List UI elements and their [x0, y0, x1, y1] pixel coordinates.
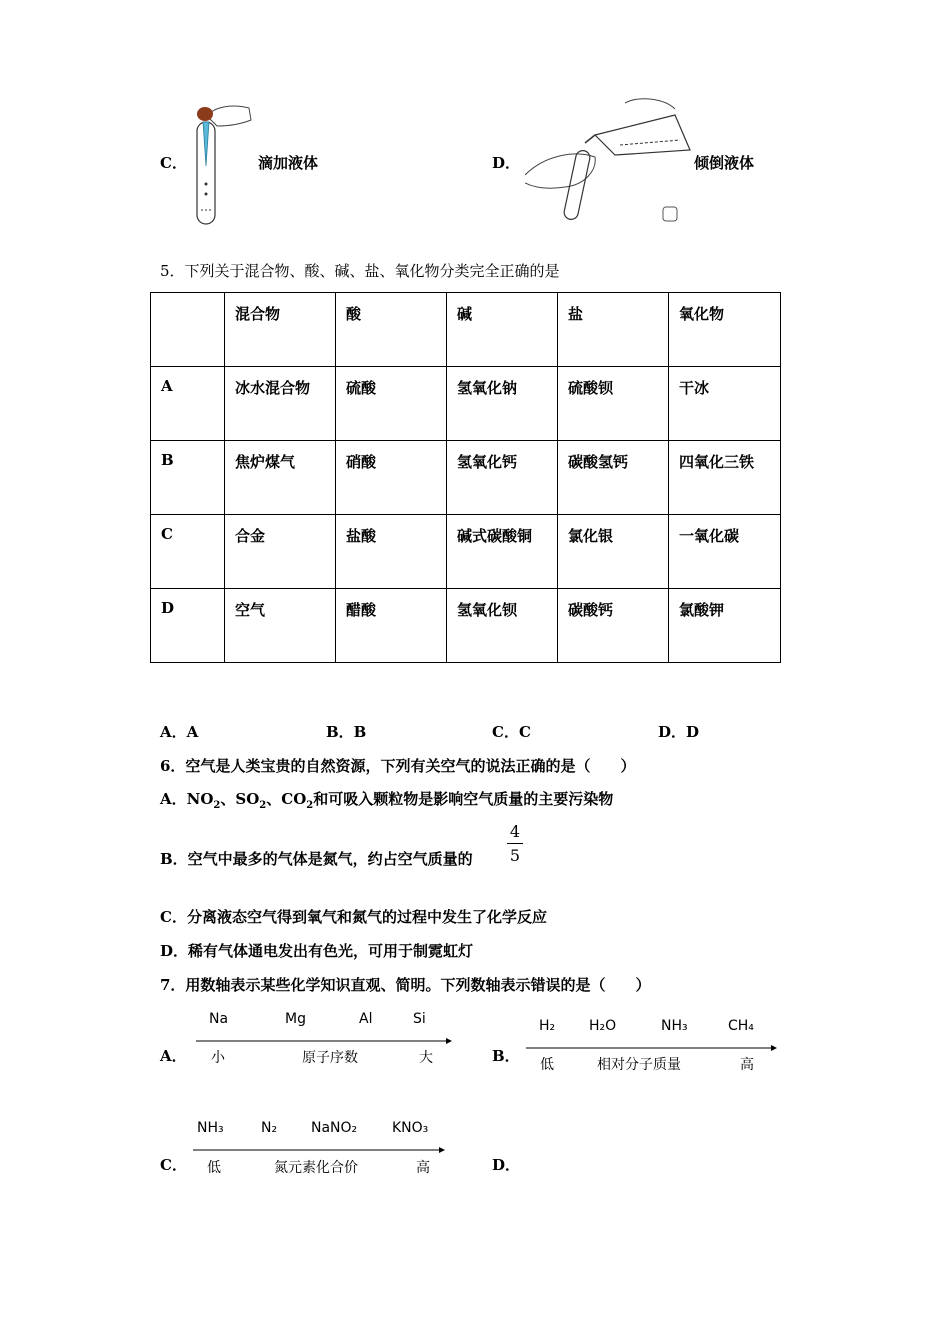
q7-option-d-letter: D．: [492, 1156, 521, 1174]
axis-c-low: 低: [207, 1160, 221, 1176]
table-cell: 氯化银: [558, 515, 669, 589]
table-cell: 干冰: [669, 367, 781, 441]
q4-option-d-letter: D．: [492, 154, 521, 172]
axis-a-low: 小: [211, 1050, 225, 1066]
axis-b-title: 相对分子质量: [597, 1057, 681, 1073]
axis-b-label-h2o: H₂O: [589, 1018, 617, 1034]
axis-c-title: 氮元素化合价: [274, 1160, 358, 1176]
subscript: 2: [259, 800, 267, 811]
q6-a-text-2: 、SO: [220, 790, 260, 808]
q4-option-c-text: 滴加液体: [258, 154, 319, 172]
q7-option-b-letter: B．: [492, 1047, 520, 1065]
table-cell: 盐酸: [336, 515, 447, 589]
table-cell: 一氧化碳: [669, 515, 781, 589]
table-cell: 碳酸钙: [558, 589, 669, 663]
q7-option-a-letter: A．: [160, 1047, 187, 1065]
table-cell: 硝酸: [336, 441, 447, 515]
table-cell: 氢氧化钡: [447, 589, 558, 663]
axis-a-title: 原子序数: [302, 1050, 358, 1066]
table-cell: 碱式碳酸铜: [447, 515, 558, 589]
q5-option-a: A．A: [160, 723, 199, 741]
table-cell: 合金: [225, 515, 336, 589]
axis-a-label-al: Al: [359, 1011, 373, 1027]
subscript: 2: [213, 800, 221, 811]
table-cell: 氯酸钾: [669, 589, 781, 663]
table-cell: 氢氧化钠: [447, 367, 558, 441]
q5-option-c: C．C: [492, 723, 531, 741]
q4-option-c-letter: C．: [160, 154, 187, 172]
table-cell: 冰水混合物: [225, 367, 336, 441]
table-cell: 焦炉煤气: [225, 441, 336, 515]
axis-b-high: 高: [740, 1057, 754, 1073]
axis-c-label-nano2: NaNO₂: [311, 1120, 358, 1136]
q5-option-b: B．B: [326, 723, 367, 741]
table-cell: D: [151, 589, 225, 663]
axis-b-label-ch4: CH₄: [728, 1018, 754, 1034]
table-header-cell: 混合物: [225, 293, 336, 367]
table-header-cell: 酸: [336, 293, 447, 367]
table-cell: 碳酸氢钙: [558, 441, 669, 515]
subscript: 2: [306, 800, 314, 811]
axis-b-low: 低: [540, 1057, 554, 1073]
q6-option-b: B．空气中最多的气体是氮气，约占空气质量的: [160, 850, 473, 868]
table-cell: C: [151, 515, 225, 589]
axis-a-label-si: Si: [413, 1011, 426, 1027]
axis-c-label-kno3: KNO₃: [392, 1120, 429, 1136]
fraction-numerator: 4: [509, 822, 521, 841]
table-cell: 硫酸钡: [558, 367, 669, 441]
table-header-cell: 碱: [447, 293, 558, 367]
axis-b-label-h2: H₂: [539, 1018, 556, 1034]
axis-c-high: 高: [416, 1160, 430, 1176]
axis-b-label-nh3: NH₃: [661, 1018, 688, 1034]
q5-stem: 5．下列关于混合物、酸、碱、盐、氧化物分类完全正确的是: [160, 262, 560, 280]
table-cell: A: [151, 367, 225, 441]
q6-stem: 6．空气是人类宝贵的自然资源，下列有关空气的说法正确的是（ ）: [160, 757, 636, 775]
table-header-cell: 盐: [558, 293, 669, 367]
axis-a-label-mg: Mg: [285, 1011, 306, 1027]
q6-option-c: C．分离液态空气得到氧气和氮气的过程中发生了化学反应: [160, 908, 547, 926]
q7-option-c-letter: C．: [160, 1156, 187, 1174]
axis-a-label-na: Na: [209, 1011, 229, 1027]
q6-option-d: D．稀有气体通电发出有色光，可用于制霓虹灯: [160, 942, 474, 960]
table-cell: 醋酸: [336, 589, 447, 663]
table-header-cell: 氧化物: [669, 293, 781, 367]
table-cell: B: [151, 441, 225, 515]
q4-option-d-text: 倾倒液体: [694, 154, 755, 172]
q7-stem: 7．用数轴表示某些化学知识直观、简明。下列数轴表示错误的是（ ）: [160, 976, 651, 994]
table-cell: 硫酸: [336, 367, 447, 441]
table-cell: 氢氧化钙: [447, 441, 558, 515]
q5-option-d: D．D: [658, 723, 700, 741]
table-cell: 空气: [225, 589, 336, 663]
axis-a-high: 大: [419, 1050, 433, 1066]
q6-a-text-4: 和可吸入颗粒物是影响空气质量的主要污染物: [313, 790, 614, 808]
axis-c-label-nh3: NH₃: [197, 1120, 224, 1136]
fraction-denominator: 5: [509, 846, 521, 865]
q6-a-text-1: A．NO: [160, 790, 214, 808]
q6-a-text-3: 、CO: [266, 790, 307, 808]
axis-c-label-n2: N₂: [261, 1120, 278, 1136]
table-cell: 四氧化三铁: [669, 441, 781, 515]
